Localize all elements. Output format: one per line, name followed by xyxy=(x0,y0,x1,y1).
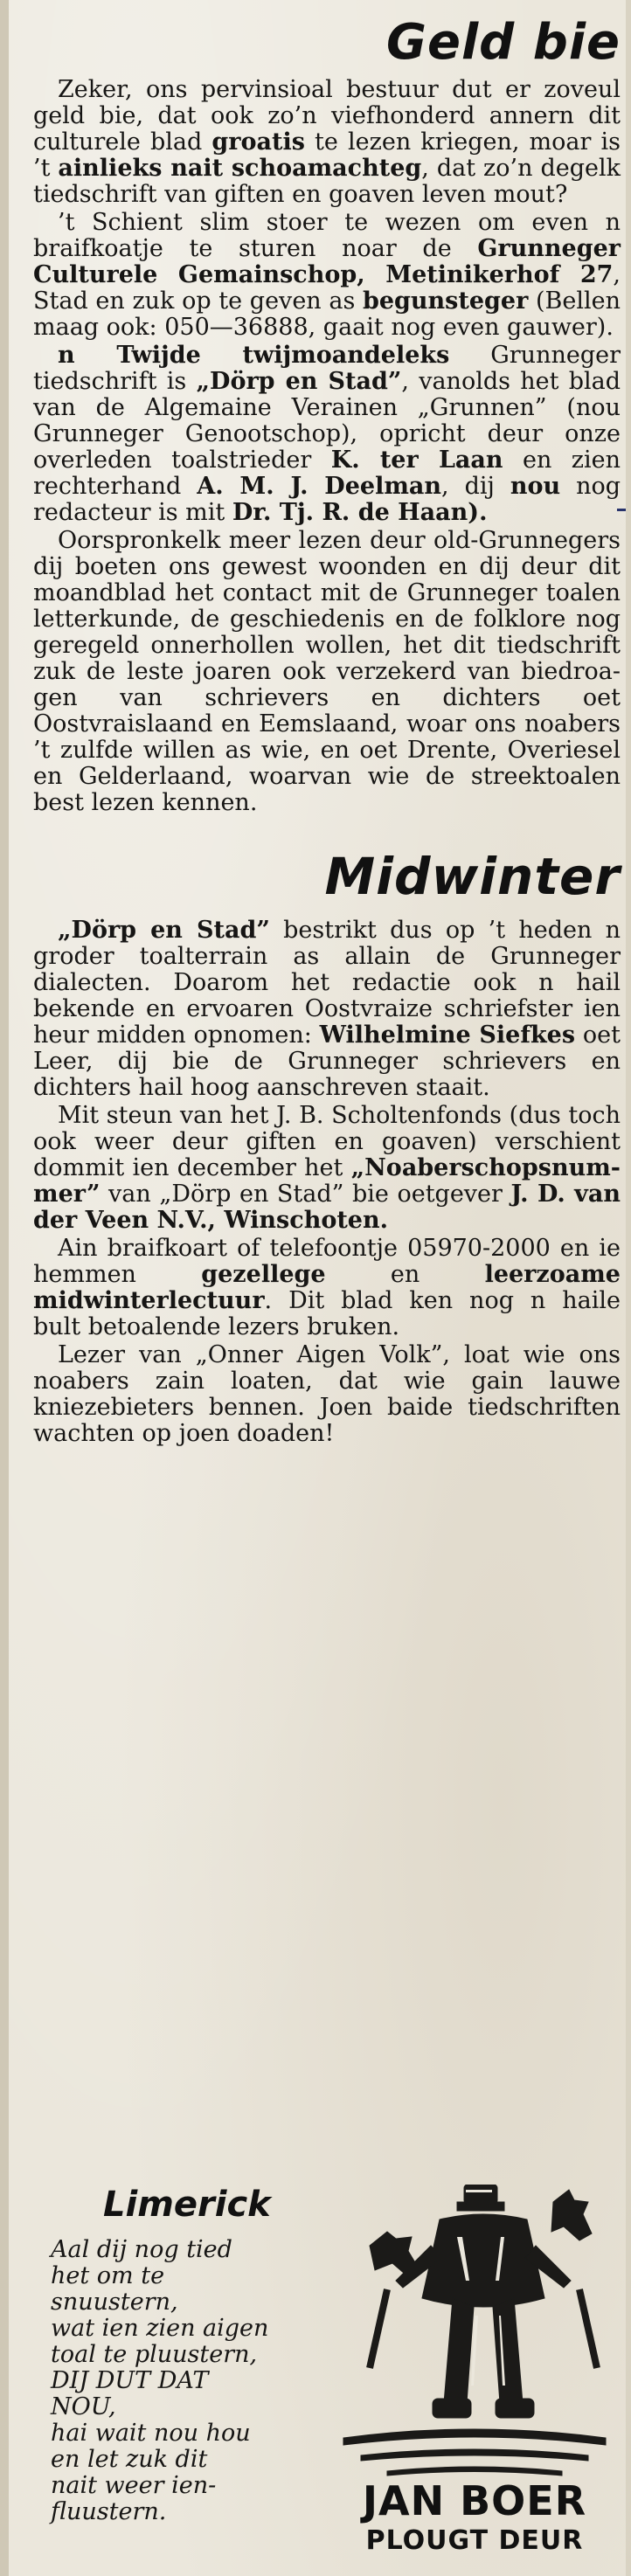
text-run: , dij xyxy=(441,473,510,500)
article-column xyxy=(33,0,621,1449)
text-run: nog redacteur is mit xyxy=(33,473,621,526)
cartoon-caption-title: JAN BOER xyxy=(362,2477,587,2524)
text-run: Oorspronkelk meer lezen deur old-Grunnegers dij boeten ons gewest woonden en dij deur dit moandblad het contact mit de Grunneger toalen letterkunde, de geschiedenis en de folklore nog geregeld onnerhollen wollen, het dit tiedschrift zuk de leste joaren ook verzekerd van biedroagen van schrievers en dichters oet Oostvraislaand en Eemslaand, woar ons noabers ’t zulfde willen as wie, en oet Drente, Overiesel en Gelderlaand, woarvan wie de streektoalen best lezen kennen. xyxy=(33,527,621,816)
bold-text-run: ainlieks nait schoamachteg xyxy=(58,155,422,182)
bold-text-run: A. M. J. Deelman xyxy=(197,473,442,500)
edge-ink-mark xyxy=(617,509,626,511)
bold-text-run: Dr. Tj. R. de Haan). xyxy=(232,499,488,526)
text-run: Ain braifkoart of telefoontje 05970-2000 en ie hemmen xyxy=(33,1235,621,1288)
text-run: , vanolds het blad van de Algemaine Verainen „Grunnen” (nou Grunneger Genootschop), opricht deur onze overleden toalstrieder xyxy=(33,368,621,474)
bold-text-run: leerzoame midwinterlectuur xyxy=(33,1261,621,1314)
paragraph-intro-3 xyxy=(33,343,621,526)
text-run: bestrikt dus op ’t heden n groder toalterrain as allain de Grunneger dialecten. Doarom het redactie ook n hail bekende en ervoaren Oostvraize schriefster ien heur midden opnomen: xyxy=(33,917,621,1049)
text-run: en zien rechterhand xyxy=(33,447,621,500)
text-run: oet Leer, dij bie de Grunneger schrievers en dichters hail hoog aanschreven staait. xyxy=(33,1021,621,1101)
text-run: (Bellen maag ook: 050—36888, gaait nog even gauwer). xyxy=(33,287,621,341)
bold-text-run: Wilhelmine Siefkes xyxy=(319,1021,576,1049)
bold-text-run: „Noaberschopsnummer” xyxy=(33,1154,621,1208)
bold-text-run: „Dörp en Stad” xyxy=(196,368,402,395)
limerick-line: fluustern. xyxy=(51,2498,167,2525)
bold-text-run: begunsteger xyxy=(362,287,529,315)
bold-text-run: „Dörp en Stad” xyxy=(58,917,270,944)
limerick-line: Aal dij nog tied xyxy=(51,2236,232,2263)
heading-midwinter: Midwinter xyxy=(324,847,621,906)
text-run: te lezen kriegen, moar is ’t xyxy=(33,128,621,182)
text-run: van „Dörp en Stad” bie oetgever xyxy=(100,1181,511,1208)
cartoon-caption-subtitle: PLOUGT DEUR xyxy=(365,2525,584,2556)
paragraph-intro-2 xyxy=(33,210,621,341)
limerick-line: nait weer ien- xyxy=(51,2472,217,2499)
paragraph-midwinter-4 xyxy=(33,1342,621,1447)
text-run: en xyxy=(325,1261,485,1288)
bold-text-run: groatis xyxy=(211,128,305,156)
paragraph-intro-1 xyxy=(33,77,621,208)
limerick-line: NOU, xyxy=(51,2393,116,2420)
limerick-line: hai wait nou hou xyxy=(51,2420,251,2447)
text-run: , dat zo’n degelk tiedschrift van giften en goaven leven mout? xyxy=(33,155,621,208)
bold-text-run: n Twijde twijmoandeleks xyxy=(58,342,450,369)
bold-text-run: Grunneger Culturele Gemainschop, Metinikerhof 27 xyxy=(33,235,621,288)
text-run: Lezer van „Onner Aigen Volk”, loat wie ons noabers zain loaten, dat wie gain lauwe kniezebieters bennen. Joen baide tiedschriften wachten op joen doaden! xyxy=(33,1341,621,1447)
paragraph-midwinter-3 xyxy=(33,1236,621,1340)
bold-text-run: J. D. van der Veen N.V., Winschoten. xyxy=(33,1181,621,1234)
limerick-line: het om te xyxy=(51,2262,165,2289)
paragraph-midwinter-2 xyxy=(33,1103,621,1234)
limerick-line: toal te pluustern, xyxy=(51,2341,258,2368)
heading-geld-bie: Geld bie xyxy=(386,14,621,71)
limerick-line: wat ien zien aigen xyxy=(51,2315,269,2342)
limerick-poem xyxy=(51,2237,339,2525)
text-run: ’t Schient slim stoer te wezen om even n braifkoatje te sturen noar de xyxy=(33,209,621,262)
bold-text-run: gezellege xyxy=(201,1261,326,1288)
limerick-line: DIJ DUT DAT xyxy=(51,2367,209,2394)
text-run: Grunneger tiedschrift is xyxy=(33,342,621,395)
paragraph-midwinter-1 xyxy=(33,918,621,1101)
limerick-title: Limerick xyxy=(103,2185,271,2225)
text-run: . Dit blad ken nog n haile bult betoalende lezers bruken. xyxy=(33,1287,621,1340)
limerick-section xyxy=(33,2185,621,2569)
bold-text-run: nou xyxy=(510,473,561,500)
limerick-line: snuustern, xyxy=(51,2289,178,2316)
text-run: Mit steun van het J. B. Scholtenfonds (dus toch ook weer deur giften en goaven) verschient dommit ien december het xyxy=(33,1102,621,1181)
farmer-plowing-cartoon xyxy=(335,2185,614,2482)
limerick-line: en let zuk dit xyxy=(51,2446,208,2473)
bold-text-run: K. ter Laan xyxy=(330,447,503,474)
text-run: , Stad en zuk op te geven as xyxy=(33,261,621,315)
text-run: Zeker, ons pervinsioal bestuur dut er zoveul geld bie, dat ook zo’n viefhonderd annern dit culturele blad xyxy=(33,76,621,156)
paragraph-intro-4 xyxy=(33,528,621,816)
